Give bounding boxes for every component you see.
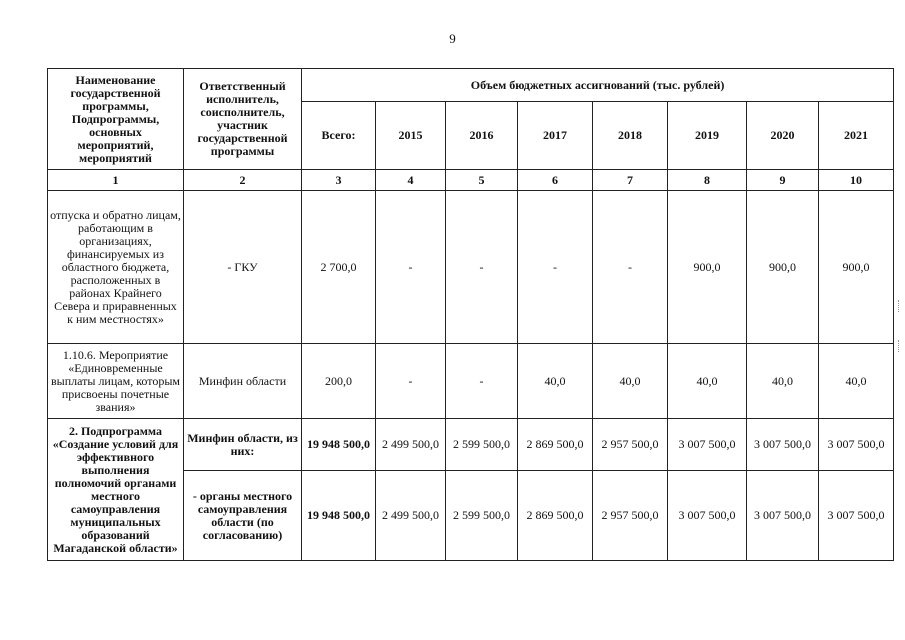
header-year: 2019 [668,102,747,170]
value-cell: 2 869 500,0 [518,419,593,471]
value-cell: - [446,344,518,419]
header-year: 2018 [593,102,668,170]
program-name-cell: отпуска и обратно лицам, работающим в организациях, финансируемых из областного бюджета, расположенных в районах Крайнего Севера и приравненных к ним местностях» [48,191,184,344]
value-cell: 3 007 500,0 [747,471,819,561]
value-cell: 3 007 500,0 [819,471,894,561]
page-number: 9 [449,31,456,46]
header-executor: Ответственный исполнитель, соисполнитель, участник государственной программы [184,69,302,170]
total-cell: 19 948 500,0 [302,471,376,561]
scan-mark [898,300,902,312]
total-cell: 200,0 [302,344,376,419]
column-number: 1 [48,170,184,191]
header-budget-group: Объем бюджетных ассигнований (тыс. рублей) [302,69,894,102]
scan-mark [898,340,902,352]
value-cell: 900,0 [747,191,819,344]
value-cell: - [593,191,668,344]
value-cell: 40,0 [747,344,819,419]
header-row-group [48,69,894,102]
column-number: 9 [747,170,819,191]
total-cell: 19 948 500,0 [302,419,376,471]
column-number: 2 [184,170,302,191]
column-number-row [48,170,894,191]
header-year: 2020 [747,102,819,170]
value-cell: 3 007 500,0 [668,419,747,471]
header-year: 2021 [819,102,894,170]
value-cell: 2 599 500,0 [446,471,518,561]
table-row [48,344,894,419]
column-number: 7 [593,170,668,191]
value-cell: 2 499 500,0 [376,471,446,561]
executor-cell: Минфин области [184,344,302,419]
header-total: Всего: [302,102,376,170]
value-cell: - [518,191,593,344]
column-number: 6 [518,170,593,191]
value-cell: - [376,191,446,344]
budget-table [47,68,894,561]
value-cell: 3 007 500,0 [747,419,819,471]
value-cell: 40,0 [668,344,747,419]
table-row [48,419,894,471]
executor-cell: Минфин области, из них: [184,419,302,471]
value-cell: 2 957 500,0 [593,419,668,471]
value-cell: 2 599 500,0 [446,419,518,471]
program-name-cell: 1.10.6. Мероприятие «Единовременные выплаты лицам, которым присвоены почетные звания» [48,344,184,419]
value-cell: 900,0 [819,191,894,344]
column-number: 8 [668,170,747,191]
value-cell: 900,0 [668,191,747,344]
value-cell: 2 957 500,0 [593,471,668,561]
header-year: 2017 [518,102,593,170]
header-year: 2016 [446,102,518,170]
table-row [48,191,894,344]
value-cell: 2 499 500,0 [376,419,446,471]
value-cell: 3 007 500,0 [668,471,747,561]
total-cell: 2 700,0 [302,191,376,344]
value-cell: 40,0 [518,344,593,419]
value-cell: 40,0 [819,344,894,419]
column-number: 10 [819,170,894,191]
value-cell: 3 007 500,0 [819,419,894,471]
value-cell: 2 869 500,0 [518,471,593,561]
value-cell: 40,0 [593,344,668,419]
value-cell: - [376,344,446,419]
header-year: 2015 [376,102,446,170]
executor-cell: - ГКУ [184,191,302,344]
column-number: 5 [446,170,518,191]
column-number: 3 [302,170,376,191]
header-program-name: Наименование государственной программы, Подпрограммы, основных мероприятий, мероприятий [48,69,184,170]
subprogram-name-cell: 2. Подпрограмма «Создание условий для эффективного выполнения полномочий органами местного самоуправления муниципальных образований Магаданской области» [48,419,184,561]
column-number: 4 [376,170,446,191]
executor-cell: - органы местного самоуправления области (по согласованию) [184,471,302,561]
value-cell: - [446,191,518,344]
